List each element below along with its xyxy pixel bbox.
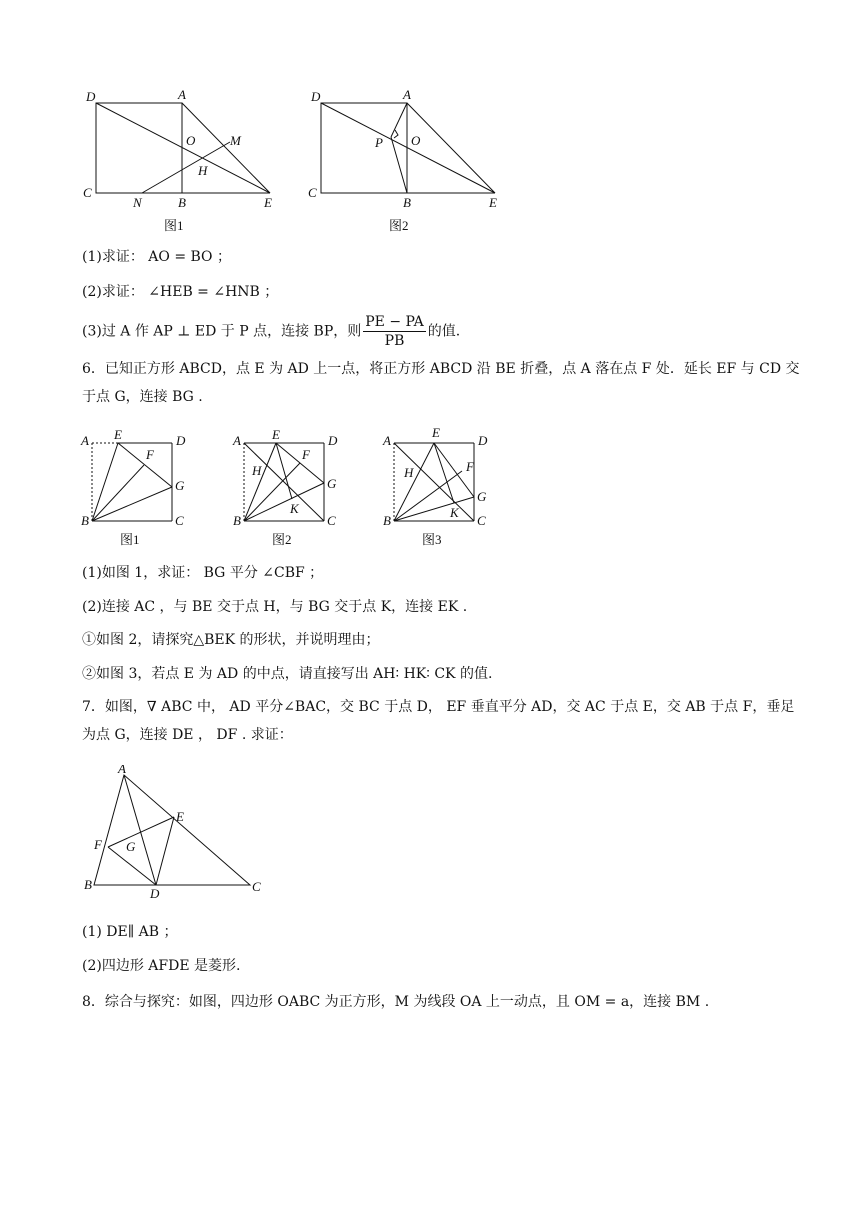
label-c: C [327,513,336,528]
caption-fig3: 图3 [422,532,442,547]
label-e: E [272,427,280,442]
caption-fig1: 图1 [164,218,184,233]
segment-ad [124,775,156,885]
label-g: G [126,839,136,854]
label-g: G [175,478,185,493]
label-d: D [150,886,160,900]
segment-ed [156,817,174,885]
label-d: D [328,433,338,448]
segment-fe [108,817,174,847]
label-a: A [81,433,89,448]
label-c: C [83,185,92,200]
q6-part1: (1)如图 1，求证： BG 平分 ∠CBF ； [82,565,324,581]
triangle-abc [94,775,250,885]
label-k: K [450,505,459,520]
label-k: K [290,501,299,516]
q6-part2: (2)连接 AC ，与 BE 交于点 H，与 BG 交于点 K，连接 EK . [82,599,468,615]
label-b: B [383,513,391,528]
label-e: E [176,809,184,824]
q6-figure-2 [230,425,360,550]
segment-ae [182,103,270,193]
label-b: B [403,195,411,210]
segment-bf [92,465,144,521]
label-n: N [133,195,142,210]
label-a: A [383,433,391,448]
label-m: M [230,133,241,148]
segment-be [92,443,118,521]
fraction [363,313,426,350]
label-e: E [264,195,272,210]
label-a: A [178,87,186,102]
q6-figure-3 [380,425,510,550]
label-f: F [94,837,102,852]
q7-figure [82,765,272,900]
q6-part2a: ①如图 2，请探究△BEK 的形状，并说明理由； [82,632,380,648]
label-g: G [327,476,337,491]
label-e: E [489,195,497,210]
label-f: F [466,459,474,474]
label-e: E [114,427,122,442]
caption-fig1: 图1 [120,532,140,547]
label-c: C [252,879,261,894]
fraction-numerator: PE − PA [365,314,424,330]
q5-part2: (2)求证： ∠HEB = ∠HNB ； [82,284,279,300]
label-o: O [411,133,421,148]
label-a: A [118,765,126,776]
label-h: H [252,463,262,478]
segment-de [321,103,495,193]
label-g: G [477,489,487,504]
q5-part3 [82,313,460,350]
q6-stem: 6．已知正方形 ABCD，点 E 为 AD 上一点，将正方形 ABCD 沿 BE 折叠，点 A 落在点 F 处．延长 EF 与 CD 交于点 G，连接 BG . [82,361,800,405]
right-angle-mark [394,130,398,138]
label-b: B [84,877,92,892]
label-c: C [308,185,317,200]
label-c: C [477,513,486,528]
caption-fig2: 图2 [389,218,409,233]
label-c: C [175,513,184,528]
label-b: B [81,513,89,528]
rect-dabc [96,103,182,193]
segment-de [96,103,270,193]
label-f: F [302,447,310,462]
label-d: D [311,89,321,104]
segment-ae [407,103,495,193]
label-p: P [375,135,383,150]
label-a: A [403,87,411,102]
segment-bg [92,487,172,521]
fraction-denominator: PB [384,333,405,349]
label-e: E [432,425,440,440]
label-f: F [146,447,154,462]
q5-part3-prefix: (3)过 A 作 AP ⊥ ED 于 P 点，连接 BP，则 [82,323,362,340]
segment-ap [391,103,407,137]
label-b: B [178,195,186,210]
label-b: B [233,513,241,528]
q7-part2: (2)四边形 AFDE 是菱形. [82,958,241,974]
label-o: O [186,133,196,148]
segment-eg [118,443,172,487]
q5-figure-1 [78,85,288,235]
q6-figure-1 [78,425,208,550]
q5-part3-suffix: 的值. [427,323,461,340]
q5-figure-2 [303,85,513,235]
label-d: D [176,433,186,448]
q8-stem: 8．综合与探究：如图，四边形 OABC 为正方形，M 为线段 OA 上一动点，且 OM = a，连接 BM . [82,994,710,1010]
q7-part1: (1) DE∥ AB ； [82,924,178,940]
label-d: D [86,89,96,104]
label-d: D [478,433,488,448]
caption-fig2: 图2 [272,532,292,547]
label-h: H [404,465,414,480]
q6-part2b: ②如图 3，若点 E 为 AD 的中点，请直接写出 AH∶ HK∶ CK 的值. [82,666,493,682]
segment-pb [391,137,407,193]
label-a: A [233,433,241,448]
label-h: H [198,163,208,178]
q7-stem: 7．如图，∇ ABC 中， AD 平分∠BAC，交 BC 于点 D， EF 垂直平分 AD，交 AC 于点 E，交 AB 于点 F，垂足为点 G，连接 DE ， DF . 求证： [82,699,795,743]
q5-part1: (1)求证： AO = BO ； [82,249,231,265]
